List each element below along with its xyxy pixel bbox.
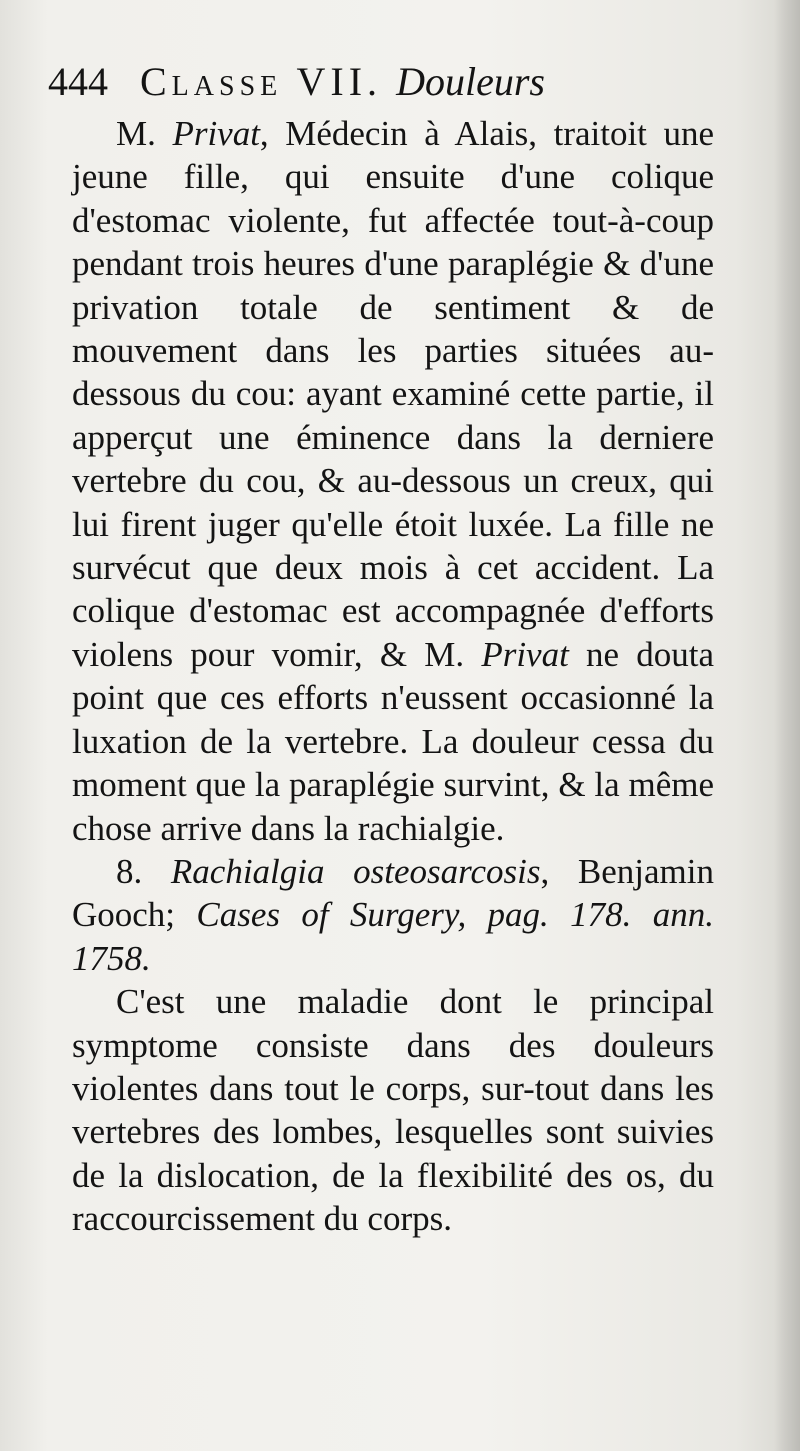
- text-run: , Médecin à Alais, traitoit une jeune fille, qui ensuite d'une colique d'estomac violente, fut affectée tout-à-coup pendant trois heures d'une paraplégie & d'une privation totale de sentiment & de mouvement dans les parties situées au-dessous du cou: ayant examiné cette partie, il apperçut une éminence dans la derniere vertebre du cou, & au-dessous un creux, qui lui firent juger qu'elle étoit luxée. La fille ne survécut que deux mois à cet accident. La colique d'estomac est accompagnée d'efforts violens pour vomir, & M.: [72, 114, 714, 674]
- author-name: , Benjamin Gooch;: [72, 851, 714, 935]
- page-number: 444: [48, 59, 108, 104]
- italic-name: Privat: [481, 634, 569, 674]
- chapter-title: Douleurs: [396, 59, 545, 104]
- species-name: Rachialgia osteosarcosis: [170, 851, 541, 891]
- paragraph-description: [72, 980, 714, 1240]
- page-gutter-shadow: [774, 0, 800, 1451]
- paragraph-species-entry: [72, 850, 714, 980]
- section-label: Classe VII.: [140, 59, 383, 104]
- body-text: [72, 112, 714, 1241]
- running-header: [48, 56, 748, 108]
- text-run: M.: [116, 114, 173, 153]
- paragraph-privat-case: [72, 112, 714, 850]
- reference-citation: Cases of Surgery, pag. 178. ann. 1758.: [72, 895, 714, 978]
- entry-number: 8.: [116, 851, 171, 891]
- text-run: ne douta point que ces efforts n'eussent occasionné la luxation de la vertebre. La douleur cessa du moment que la paraplégie survint, & la même chose arrive dans la rachialgie.: [72, 634, 714, 848]
- text-run: C'est une maladie dont le principal symptome consiste dans des douleurs violentes dans tout le corps, sur-tout dans les vertebres des lombes, lesquelles sont suivies de la dislocation, de la flexibilité des os, du raccourcissement du corps.: [72, 982, 714, 1239]
- italic-name: Privat: [172, 114, 260, 153]
